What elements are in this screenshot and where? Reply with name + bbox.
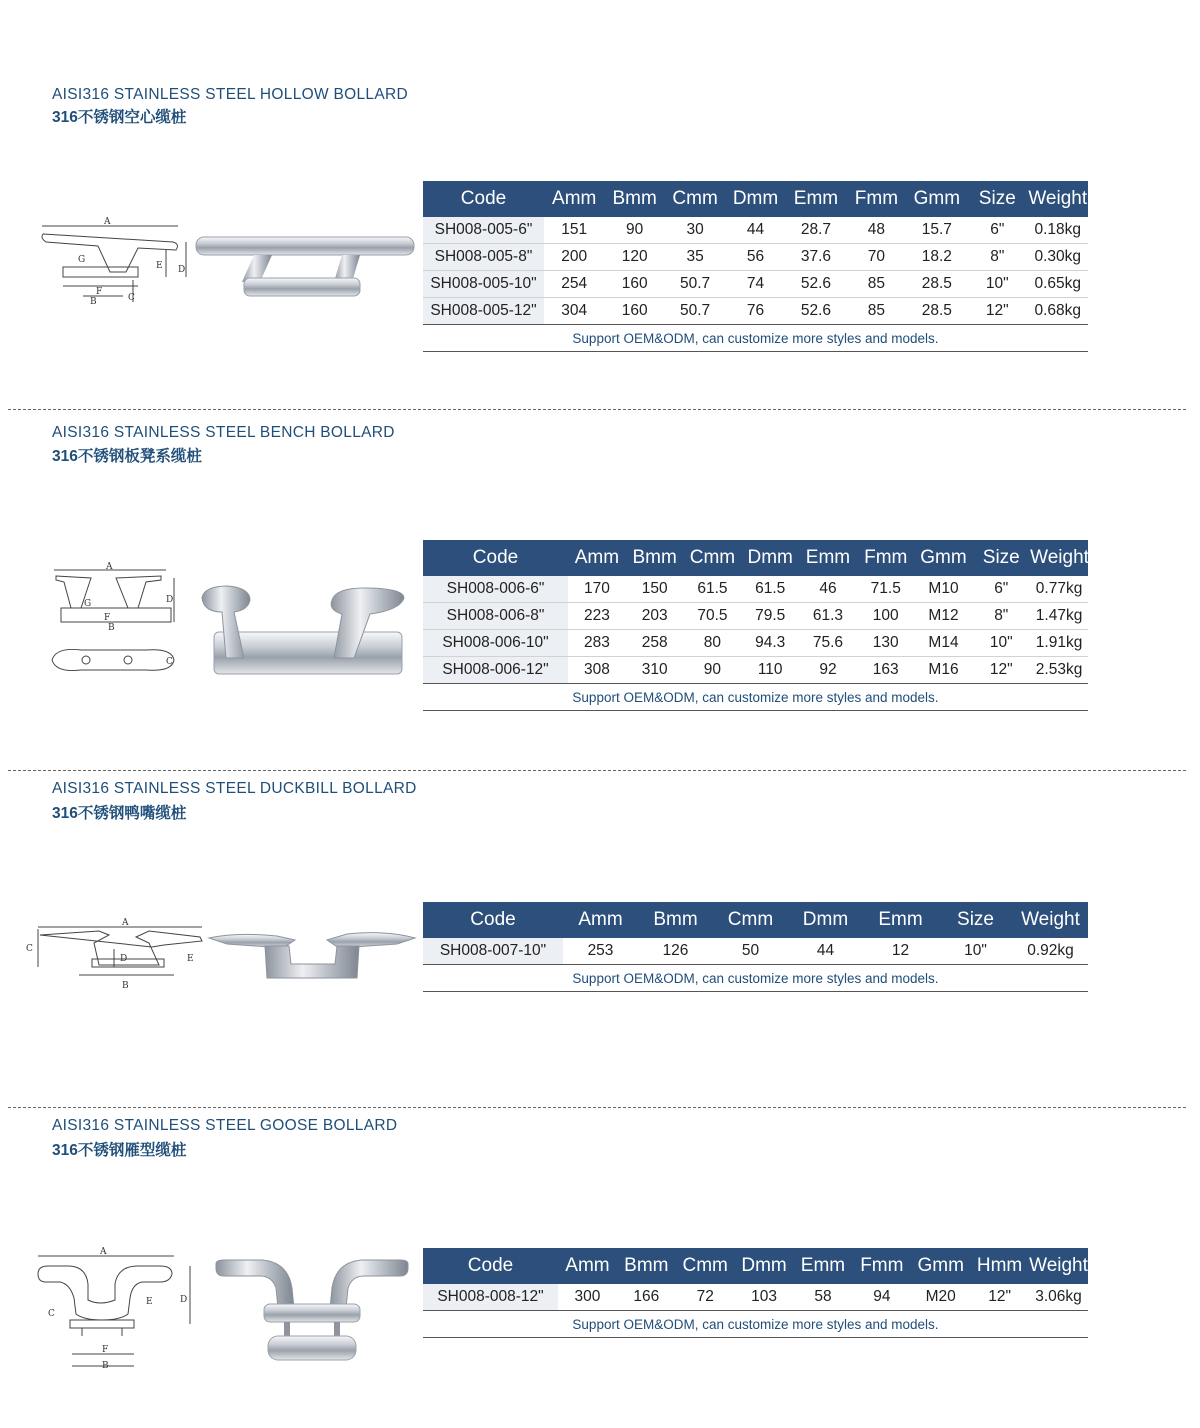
oem-odm-note: Support OEM&ODM, can customize more styles and models. [423, 965, 1088, 992]
table-cell: 8" [972, 603, 1030, 630]
column-header: Weight [1030, 540, 1088, 576]
column-header: Size [967, 181, 1027, 217]
spec-table-bench [423, 540, 1088, 711]
table-cell: 254 [544, 271, 604, 298]
column-header: Gmm [911, 1248, 970, 1284]
table-cell: 70.5 [684, 603, 742, 630]
table-cell: 200 [544, 244, 604, 271]
table-cell: 52.6 [786, 271, 846, 298]
label-b: B [122, 981, 129, 991]
table-cell: M10 [915, 576, 973, 603]
table-cell: 50.7 [665, 271, 725, 298]
goose-bollard-photo [212, 1258, 412, 1364]
table-note-row [423, 325, 1088, 352]
table-cell: 110 [741, 657, 799, 684]
label-d: D [178, 265, 186, 275]
section-title-en: AISI316 STAINLESS STEEL BENCH BOLLARD [52, 424, 395, 441]
column-header: Size [938, 902, 1013, 938]
column-header: Dmm [725, 181, 785, 217]
section-title-cn: 316不锈钢空心缆桩 [52, 109, 187, 126]
table-cell: 61.5 [741, 576, 799, 603]
column-header: Gmm [915, 540, 973, 576]
product-code-cell: SH008-005-8" [423, 244, 544, 271]
table-cell: 1.91kg [1030, 630, 1088, 657]
table-cell: 85 [846, 298, 906, 325]
table-row [423, 217, 1088, 244]
table-cell: 10" [938, 938, 1013, 965]
table-row [423, 1284, 1088, 1311]
column-header: Code [423, 902, 563, 938]
table-cell: 12 [863, 938, 938, 965]
table-cell: 166 [617, 1284, 676, 1311]
table-cell: 18.2 [907, 244, 967, 271]
spec-table-hollow [423, 181, 1088, 352]
label-f: F [102, 1345, 109, 1355]
section-divider [8, 409, 1186, 410]
column-header: Emm [863, 902, 938, 938]
table-row [423, 298, 1088, 325]
table-cell: 0.92kg [1013, 938, 1088, 965]
table-row [423, 271, 1088, 298]
product-code-cell: SH008-006-6" [423, 576, 568, 603]
table-cell: 223 [568, 603, 626, 630]
label-d: D [120, 954, 128, 964]
oem-odm-note: Support OEM&ODM, can customize more styles and models. [423, 1311, 1088, 1338]
column-header: Cmm [684, 540, 742, 576]
table-cell: M16 [915, 657, 973, 684]
column-header: Emm [799, 540, 857, 576]
table-cell: 203 [626, 603, 684, 630]
column-header: Code [423, 540, 568, 576]
table-cell: 50 [713, 938, 788, 965]
section-title-en: AISI316 STAINLESS STEEL GOOSE BOLLARD [52, 1117, 398, 1134]
table-cell: 0.77kg [1030, 576, 1088, 603]
table-row [423, 938, 1088, 965]
duckbill-bollard-drawing [24, 915, 204, 991]
table-cell: 48 [846, 217, 906, 244]
table-cell: 0.30kg [1028, 244, 1089, 271]
section-title-cn: 316不锈钢雁型缆桩 [52, 1142, 187, 1159]
section-title-cn: 316不锈钢鸭嘴缆桩 [52, 805, 187, 822]
column-header: Hmm [970, 1248, 1029, 1284]
table-cell: 37.6 [786, 244, 846, 271]
label-a: A [104, 217, 111, 227]
spec-table-goose [423, 1248, 1088, 1338]
product-code-cell: SH008-005-10" [423, 271, 544, 298]
label-a: A [122, 918, 129, 928]
label-c: C [48, 1309, 55, 1319]
oem-odm-note: Support OEM&ODM, can customize more styles and models. [423, 684, 1088, 711]
table-cell: 28.5 [907, 298, 967, 325]
table-cell: M12 [915, 603, 973, 630]
table-cell: 300 [558, 1284, 617, 1311]
table-cell: 170 [568, 576, 626, 603]
label-b: B [102, 1361, 109, 1370]
table-cell: 79.5 [741, 603, 799, 630]
column-header: Emm [794, 1248, 853, 1284]
bench-bollard-photo [200, 584, 406, 678]
table-cell: 130 [857, 630, 915, 657]
table-cell: 46 [799, 576, 857, 603]
oem-odm-note: Support OEM&ODM, can customize more styles and models. [423, 325, 1088, 352]
goose-bollard-drawing [30, 1244, 195, 1370]
column-header: Cmm [676, 1248, 735, 1284]
label-c: C [166, 657, 173, 667]
product-code-cell: SH008-007-10" [423, 938, 563, 965]
label-c: C [26, 944, 33, 954]
column-header: Bmm [617, 1248, 676, 1284]
section-divider [8, 770, 1186, 771]
table-note-row [423, 1311, 1088, 1338]
product-code-cell: SH008-006-12" [423, 657, 568, 684]
label-d: D [166, 595, 174, 605]
table-cell: 50.7 [665, 298, 725, 325]
bench-bollard-drawing [46, 562, 186, 680]
table-cell: 90 [604, 217, 664, 244]
column-header: Emm [786, 181, 846, 217]
column-header: Dmm [741, 540, 799, 576]
table-cell: 160 [604, 271, 664, 298]
label-e: E [156, 261, 163, 271]
table-cell: 72 [676, 1284, 735, 1311]
table-header-row [423, 1248, 1088, 1284]
column-header: Amm [568, 540, 626, 576]
table-cell: 80 [684, 630, 742, 657]
table-row [423, 630, 1088, 657]
product-code-cell: SH008-006-8" [423, 603, 568, 630]
table-cell: 12" [967, 298, 1027, 325]
table-cell: 92 [799, 657, 857, 684]
table-cell: 56 [725, 244, 785, 271]
label-d: D [180, 1295, 188, 1305]
column-header: Fmm [852, 1248, 911, 1284]
table-cell: 30 [665, 217, 725, 244]
column-header: Code [423, 181, 544, 217]
label-a: A [100, 1247, 107, 1257]
table-cell: 71.5 [857, 576, 915, 603]
table-cell: 0.68kg [1028, 298, 1089, 325]
table-cell: 120 [604, 244, 664, 271]
table-cell: 163 [857, 657, 915, 684]
table-cell: 52.6 [786, 298, 846, 325]
table-cell: 10" [967, 271, 1027, 298]
table-cell: 1.47kg [1030, 603, 1088, 630]
product-code-cell: SH008-006-10" [423, 630, 568, 657]
table-cell: 44 [788, 938, 863, 965]
table-header-row [423, 181, 1088, 217]
table-cell: 8" [967, 244, 1027, 271]
table-cell: 94 [852, 1284, 911, 1311]
label-c: C [128, 293, 135, 303]
product-code-cell: SH008-008-12" [423, 1284, 558, 1311]
table-cell: 2.53kg [1030, 657, 1088, 684]
table-cell: 44 [725, 217, 785, 244]
spec-table-duckbill [423, 902, 1088, 992]
column-header: Gmm [907, 181, 967, 217]
table-row [423, 603, 1088, 630]
table-cell: 94.3 [741, 630, 799, 657]
column-header: Bmm [626, 540, 684, 576]
table-cell: 151 [544, 217, 604, 244]
table-cell: 283 [568, 630, 626, 657]
table-cell: 90 [684, 657, 742, 684]
column-header: Weight [1013, 902, 1088, 938]
table-header-row [423, 902, 1088, 938]
label-e: E [146, 1297, 153, 1307]
column-header: Weight [1029, 1248, 1088, 1284]
table-cell: 70 [846, 244, 906, 271]
table-cell: 15.7 [907, 217, 967, 244]
table-row [423, 244, 1088, 271]
table-cell: 100 [857, 603, 915, 630]
table-row [423, 657, 1088, 684]
label-a: A [106, 562, 113, 572]
table-cell: 0.65kg [1028, 271, 1089, 298]
column-header: Bmm [604, 181, 664, 217]
table-cell: 28.5 [907, 271, 967, 298]
table-note-row [423, 684, 1088, 711]
column-header: Fmm [846, 181, 906, 217]
label-g: G [78, 255, 86, 265]
table-cell: M20 [911, 1284, 970, 1311]
column-header: Amm [563, 902, 638, 938]
column-header: Dmm [735, 1248, 794, 1284]
column-header: Bmm [638, 902, 713, 938]
table-cell: 6" [972, 576, 1030, 603]
table-cell: 10" [972, 630, 1030, 657]
hollow-bollard-drawing [38, 212, 188, 312]
table-cell: 126 [638, 938, 713, 965]
table-cell: 28.7 [786, 217, 846, 244]
label-b: B [108, 623, 115, 633]
column-header: Weight [1028, 181, 1089, 217]
product-code-cell: SH008-005-12" [423, 298, 544, 325]
duckbill-bollard-photo [207, 928, 417, 982]
table-cell: 75.6 [799, 630, 857, 657]
column-header: Cmm [665, 181, 725, 217]
label-e: E [187, 954, 194, 964]
column-header: Size [972, 540, 1030, 576]
table-cell: 58 [794, 1284, 853, 1311]
table-cell: 160 [604, 298, 664, 325]
column-header: Cmm [713, 902, 788, 938]
label-f: F [104, 613, 111, 623]
table-cell: 12" [970, 1284, 1029, 1311]
table-note-row [423, 965, 1088, 992]
table-cell: 61.3 [799, 603, 857, 630]
section-title-en: AISI316 STAINLESS STEEL HOLLOW BOLLARD [52, 86, 408, 103]
table-cell: 6" [967, 217, 1027, 244]
hollow-bollard-photo [194, 234, 418, 300]
section-divider [8, 1107, 1186, 1108]
table-cell: 61.5 [684, 576, 742, 603]
section-title-en: AISI316 STAINLESS STEEL DUCKBILL BOLLARD [52, 780, 417, 797]
table-cell: 150 [626, 576, 684, 603]
table-cell: 308 [568, 657, 626, 684]
table-cell: M14 [915, 630, 973, 657]
table-cell: 258 [626, 630, 684, 657]
column-header: Amm [558, 1248, 617, 1284]
table-cell: 74 [725, 271, 785, 298]
column-header: Code [423, 1248, 558, 1284]
label-b: B [90, 297, 97, 307]
product-code-cell: SH008-005-6" [423, 217, 544, 244]
label-f: F [96, 287, 103, 297]
table-cell: 304 [544, 298, 604, 325]
table-cell: 0.18kg [1028, 217, 1089, 244]
table-cell: 35 [665, 244, 725, 271]
table-cell: 3.06kg [1029, 1284, 1088, 1311]
table-cell: 103 [735, 1284, 794, 1311]
section-title-cn: 316不锈钢板凳系缆桩 [52, 448, 202, 465]
table-header-row [423, 540, 1088, 576]
column-header: Fmm [857, 540, 915, 576]
column-header: Amm [544, 181, 604, 217]
table-cell: 76 [725, 298, 785, 325]
table-cell: 12" [972, 657, 1030, 684]
table-row [423, 576, 1088, 603]
column-header: Dmm [788, 902, 863, 938]
table-cell: 310 [626, 657, 684, 684]
table-cell: 253 [563, 938, 638, 965]
label-g: G [84, 599, 92, 609]
table-cell: 85 [846, 271, 906, 298]
